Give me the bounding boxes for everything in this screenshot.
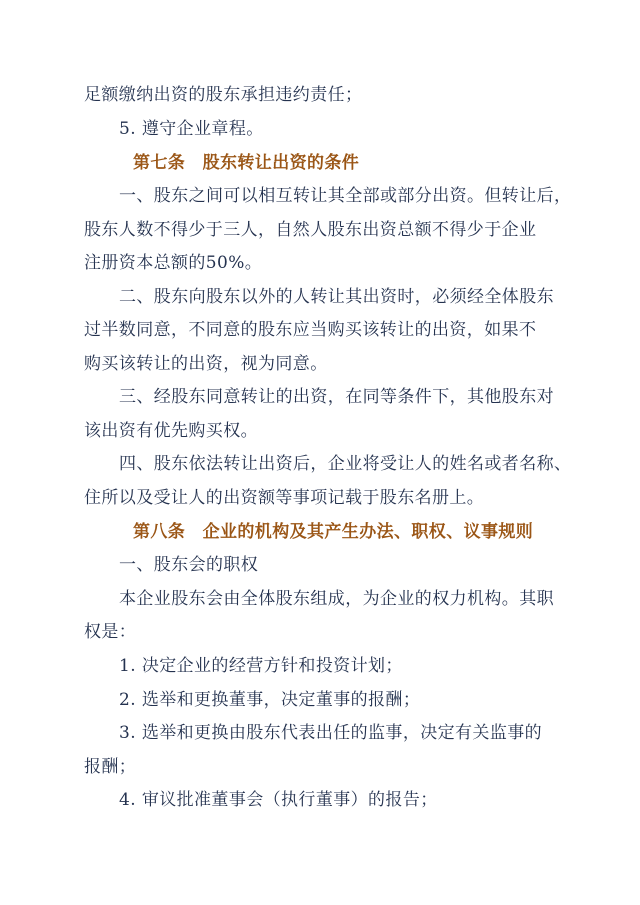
list-item: 3. 选举和更换由股东代表出任的监事，决定有关监事的: [119, 723, 543, 743]
text-line: 四、股东依法转让出资后，企业将受让人的姓名或者名称、: [119, 454, 572, 474]
section-subheading: 一、股东会的职权: [119, 555, 259, 575]
list-item: 1. 决定企业的经营方针和投资计划；: [119, 656, 403, 676]
text-line: 股东人数不得少于三人，自然人股东出资总额不得少于企业: [84, 220, 537, 240]
text-line: 该出资有优先购买权。: [84, 421, 258, 441]
list-item: 2. 选举和更换董事，决定董事的报酬；: [119, 690, 421, 710]
text-line: 购买该转让的出资，视为同意。: [84, 354, 328, 374]
list-item: 4. 审议批准董事会（执行董事）的报告；: [119, 790, 438, 810]
text-line: 住所以及受让人的出资额等事项记载于股东名册上。: [84, 488, 485, 508]
text-line: 一、股东之间可以相互转让其全部或部分出资。但转让后，: [119, 186, 572, 206]
text-line: 过半数同意，不同意的股东应当购买该转让的出资，如果不: [84, 320, 537, 340]
text-line: 足额缴纳出资的股东承担违约责任；: [84, 85, 363, 105]
text-line: 报酬；: [84, 757, 137, 777]
text-line: 注册资本总额的50%。: [84, 253, 263, 273]
text-line: 二、股东向股东以外的人转让其出资时，必须经全体股东: [119, 287, 554, 307]
text-line: 三、经股东同意转让的出资，在同等条件下，其他股东对: [119, 387, 554, 407]
article-heading: 第八条 企业的机构及其产生办法、职权、议事规则: [133, 522, 534, 542]
text-line: 权是：: [84, 622, 137, 642]
list-item: 5. 遵守企业章程。: [119, 119, 264, 139]
text-line: 本企业股东会由全体股东组成，为企业的权力机构。其职: [119, 589, 554, 609]
article-heading: 第七条 股东转让出资的条件: [133, 153, 360, 173]
